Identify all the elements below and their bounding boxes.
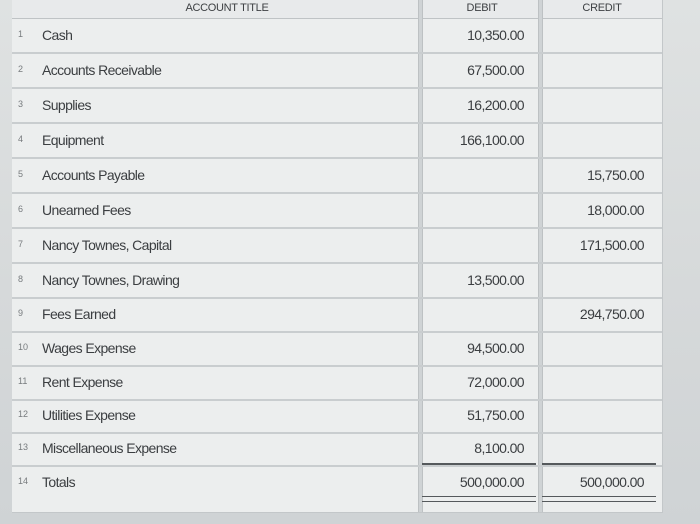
header-debit: DEBIT	[466, 2, 498, 14]
table-row	[12, 89, 662, 124]
row-number: 9	[18, 308, 24, 318]
credit-cell[interactable]: 171,500.00	[579, 237, 644, 253]
table-row	[12, 54, 662, 89]
debit-double-rule	[422, 496, 536, 502]
table-row	[12, 366, 662, 401]
account-title-cell[interactable]: Wages Expense	[42, 340, 136, 356]
credit-cell[interactable]: 15,750.00	[587, 167, 644, 183]
table-row	[12, 194, 662, 229]
debit-cell[interactable]: 51,750.00	[467, 407, 524, 423]
row-number: 11	[18, 376, 28, 386]
account-title-cell[interactable]: Nancy Townes, Capital	[42, 237, 172, 253]
table-row	[12, 432, 662, 467]
table-row	[12, 159, 662, 194]
row-number: 1	[18, 29, 24, 39]
header-credit: CREDIT	[582, 2, 622, 14]
header-row	[12, 0, 662, 19]
row-number: 12	[18, 409, 29, 419]
debit-cell[interactable]: 72,000.00	[467, 374, 524, 390]
account-title-cell[interactable]: Unearned Fees	[42, 202, 131, 218]
account-title-cell[interactable]: Utilities Expense	[42, 407, 136, 423]
row-number: 13	[18, 442, 29, 452]
row-number: 3	[18, 99, 24, 109]
credit-cell[interactable]: 18,000.00	[587, 202, 644, 218]
account-title-cell[interactable]: Cash	[42, 27, 73, 43]
debit-cell[interactable]: 13,500.00	[467, 272, 524, 288]
credit-cell[interactable]: 294,750.00	[579, 306, 644, 322]
credit-double-rule	[542, 496, 656, 502]
table-row	[12, 124, 662, 159]
debit-total-rule	[422, 463, 536, 465]
debit-cell[interactable]: 166,100.00	[459, 132, 524, 148]
header-account-title: ACCOUNT TITLE	[185, 2, 269, 14]
table-row	[12, 19, 662, 54]
account-title-cell[interactable]: Accounts Receivable	[42, 62, 162, 78]
debit-total-cell[interactable]: 500,000.00	[459, 474, 524, 490]
debit-cell[interactable]: 67,500.00	[467, 62, 524, 78]
table-row	[12, 229, 662, 264]
row-number: 5	[18, 169, 24, 179]
account-title-cell[interactable]: Nancy Townes, Drawing	[42, 272, 180, 288]
row-number: 7	[18, 239, 24, 249]
account-title-cell[interactable]: Rent Expense	[42, 374, 123, 390]
row-number: 14	[18, 476, 29, 486]
debit-cell[interactable]: 8,100.00	[474, 440, 524, 456]
totals-row	[12, 466, 662, 499]
row-number: 4	[18, 134, 24, 144]
row-number: 2	[18, 64, 24, 74]
account-title-cell[interactable]: Fees Earned	[42, 306, 116, 322]
table-row	[12, 332, 662, 367]
account-title-cell[interactable]: Equipment	[42, 132, 104, 148]
row-number: 8	[18, 274, 24, 284]
row-number: 10	[18, 342, 29, 352]
table-row	[12, 399, 662, 434]
credit-total-rule	[542, 463, 656, 465]
table-row	[12, 298, 662, 333]
account-title-cell[interactable]: Supplies	[42, 97, 91, 113]
account-title-cell[interactable]: Totals	[42, 474, 75, 490]
debit-cell[interactable]: 10,350.00	[467, 27, 524, 43]
account-title-cell[interactable]: Accounts Payable	[42, 167, 145, 183]
credit-total-cell[interactable]: 500,000.00	[579, 474, 644, 490]
table-row	[12, 264, 662, 299]
trial-balance-grid	[12, 0, 663, 513]
account-title-cell[interactable]: Miscellaneous Expense	[42, 440, 177, 456]
debit-cell[interactable]: 94,500.00	[467, 340, 524, 356]
debit-cell[interactable]: 16,200.00	[467, 97, 524, 113]
row-number: 6	[18, 204, 24, 214]
